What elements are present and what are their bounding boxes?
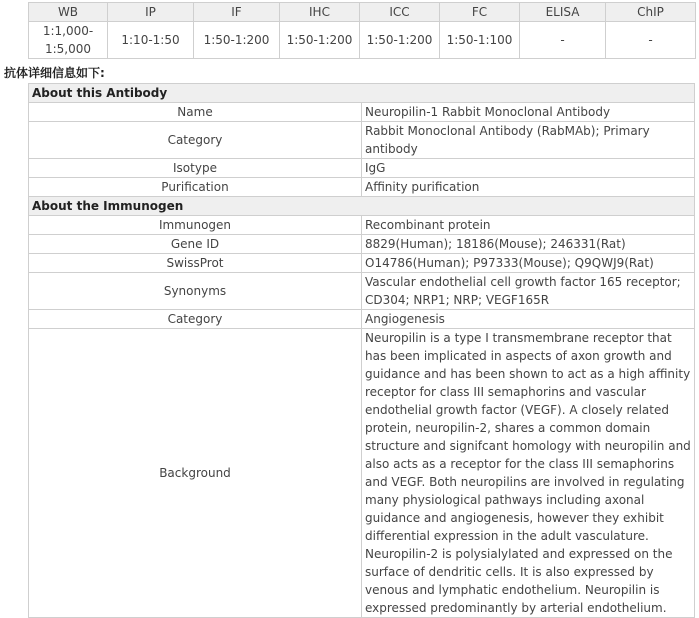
row-key: Immunogen bbox=[29, 216, 362, 235]
value-ip: 1:10-1:50 bbox=[108, 22, 194, 59]
table-row bbox=[29, 273, 695, 310]
value-if: 1:50-1:200 bbox=[194, 22, 280, 59]
antibody-detail-table bbox=[28, 83, 695, 618]
row-value: O14786(Human); P97333(Mouse); Q9QWJ9(Rat) bbox=[362, 254, 695, 273]
header-wb: WB bbox=[29, 3, 108, 22]
table-row bbox=[29, 103, 695, 122]
row-value: Affinity purification bbox=[362, 178, 695, 197]
group-header-immunogen bbox=[29, 197, 695, 216]
table-row bbox=[29, 122, 695, 159]
row-value: Neuropilin is a type I transmembrane receptor that has been implicated in aspects of axon growth and guidance and has been shown to act as a high affinity receptor for class III semaphorins and vascular endothelial growth factor (VEGF). A closely related protein, neuropilin-2, shares a common domain structure and signifcant homology with neuropilin and also acts as a receptor for the class III semaphorins and VEGF. Both neuropilins are involved in regulating many physiological pathways including axonal guidance and angiogenesis, however they exhibit differential expression in the adult vasculature. Neuropilin-2 is polysialylated and expressed on the surface of dendritic cells. It is also expressed by venous and lymphatic endothelium. Neuropilin is expressed predominantly by arterial endothelium. bbox=[362, 329, 695, 618]
header-ihc: IHC bbox=[280, 3, 360, 22]
row-key: SwissProt bbox=[29, 254, 362, 273]
table-row bbox=[29, 254, 695, 273]
dilution-header-row bbox=[29, 3, 696, 22]
table-row bbox=[29, 159, 695, 178]
table-row bbox=[29, 178, 695, 197]
group-title: About this Antibody bbox=[29, 84, 695, 103]
value-chip: - bbox=[606, 22, 696, 59]
header-icc: ICC bbox=[360, 3, 440, 22]
header-chip: ChIP bbox=[606, 3, 696, 22]
header-ip: IP bbox=[108, 3, 194, 22]
dilution-value-row bbox=[29, 22, 696, 59]
value-wb: 1:1,000-1:5,000 bbox=[29, 22, 108, 59]
row-value: Angiogenesis bbox=[362, 310, 695, 329]
row-key: Isotype bbox=[29, 159, 362, 178]
table-row bbox=[29, 310, 695, 329]
row-key: Name bbox=[29, 103, 362, 122]
row-key: Category bbox=[29, 310, 362, 329]
table-row bbox=[29, 235, 695, 254]
table-row bbox=[29, 329, 695, 618]
header-elisa: ELISA bbox=[520, 3, 606, 22]
group-header-antibody bbox=[29, 84, 695, 103]
value-elisa: - bbox=[520, 22, 606, 59]
group-title: About the Immunogen bbox=[29, 197, 695, 216]
row-value: Rabbit Monoclonal Antibody (RabMAb); Primary antibody bbox=[362, 122, 695, 159]
row-value: Vascular endothelial cell growth factor 165 receptor; CD304; NRP1; NRP; VEGF165R bbox=[362, 273, 695, 310]
row-key: Background bbox=[29, 329, 362, 618]
row-key: Category bbox=[29, 122, 362, 159]
header-if: IF bbox=[194, 3, 280, 22]
row-value: Recombinant protein bbox=[362, 216, 695, 235]
row-key: Gene ID bbox=[29, 235, 362, 254]
value-ihc: 1:50-1:200 bbox=[280, 22, 360, 59]
dilution-table bbox=[28, 2, 696, 59]
header-fc: FC bbox=[440, 3, 520, 22]
details-heading: 抗体详细信息如下: bbox=[4, 66, 105, 80]
value-fc: 1:50-1:100 bbox=[440, 22, 520, 59]
row-value: Neuropilin-1 Rabbit Monoclonal Antibody bbox=[362, 103, 695, 122]
row-key: Purification bbox=[29, 178, 362, 197]
table-row bbox=[29, 216, 695, 235]
row-key: Synonyms bbox=[29, 273, 362, 310]
row-value: IgG bbox=[362, 159, 695, 178]
row-value: 8829(Human); 18186(Mouse); 246331(Rat) bbox=[362, 235, 695, 254]
value-icc: 1:50-1:200 bbox=[360, 22, 440, 59]
